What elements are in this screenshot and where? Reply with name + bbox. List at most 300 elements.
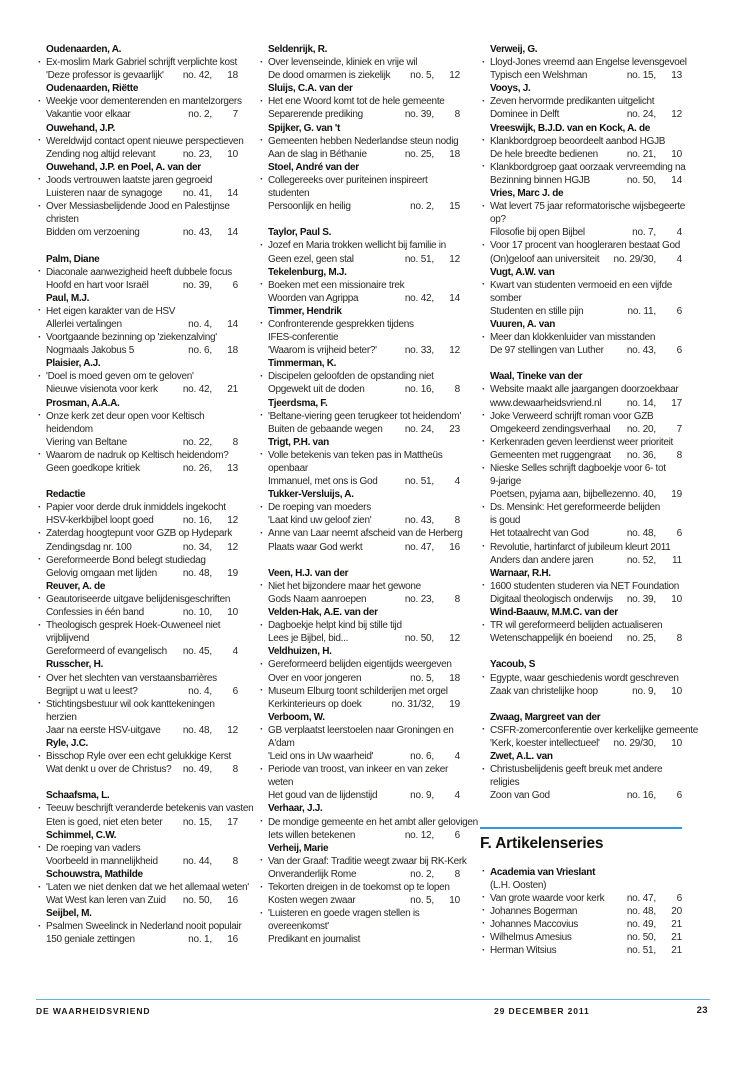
- entry-text: 150 geniale zettingen: [46, 934, 135, 946]
- page-reference: 19: [671, 489, 682, 501]
- issue-page-ref: [627, 555, 682, 568]
- page-reference: 8: [232, 855, 238, 867]
- author-name: Seijbel, M.: [46, 908, 92, 920]
- author-header: [36, 908, 238, 921]
- page-reference: 7: [232, 109, 238, 121]
- entry-text: Zeven hervormde predikanten uitgelicht: [490, 96, 655, 108]
- entry-text: Hoofd en hart voor Israël: [46, 279, 149, 291]
- entry-line: [480, 280, 682, 293]
- entry-line: [36, 607, 238, 620]
- author-name: Spijker, G. van 't: [268, 122, 341, 134]
- author-header: [36, 254, 238, 267]
- entry-text: op?: [490, 214, 506, 226]
- page-reference: 10: [671, 148, 682, 160]
- bullet-icon: ·: [38, 593, 42, 605]
- entry-text: De mondige gemeente en het ambt aller gelovigen: [268, 816, 478, 828]
- issue-page-ref: [392, 699, 460, 712]
- issue-page-ref: [188, 319, 238, 332]
- index-column-2: [258, 44, 478, 958]
- author-name: Prosman, A.A.A.: [46, 397, 120, 409]
- entry-text: www.dewaarheidsvriend.nl: [490, 397, 602, 409]
- entry-line: [36, 920, 242, 934]
- entry-text: Dominee in Delft: [490, 109, 560, 121]
- issue-page-ref: [405, 830, 460, 843]
- bullet-icon: ·: [38, 370, 42, 382]
- entry-text: 'Deze professor is gevaarlijk': [46, 70, 164, 82]
- entry-line: [480, 345, 682, 358]
- bullet-icon: ·: [482, 200, 486, 212]
- entry-text: Gods Naam aanroepen: [268, 593, 367, 605]
- entry-line: [36, 109, 238, 122]
- issue-page-ref: [183, 149, 238, 162]
- bullet-icon: ·: [482, 619, 486, 631]
- entry-line: [480, 620, 682, 633]
- bullet-icon: ·: [38, 449, 42, 461]
- entry-text: Iets willen betekenen: [268, 829, 356, 841]
- bullet-icon: ·: [38, 881, 42, 893]
- author-header: [480, 712, 682, 725]
- entry-text: 9-jarige: [490, 476, 521, 488]
- bullet-icon: ·: [38, 842, 42, 854]
- author-name: Sluijs, C.A. van der: [268, 83, 353, 95]
- entry-line: [36, 201, 238, 214]
- entry-line: [36, 725, 238, 738]
- entry-line: [36, 227, 238, 240]
- entry-line: [36, 802, 254, 816]
- entry-text: 'Kerk, koester intellectueel': [490, 737, 600, 749]
- entry-text: IFES-conferentie: [268, 332, 339, 344]
- entry-text: (On)geloof aan universiteit: [490, 253, 600, 265]
- entry-line: [258, 332, 460, 345]
- entry-line: [36, 411, 238, 424]
- entry-text: 1600 studenten studeren via NET Foundation: [490, 580, 680, 592]
- issue-page-ref: [183, 280, 238, 293]
- issue-number: no. 4,: [188, 318, 212, 330]
- index-column-1: [36, 44, 254, 958]
- issue-number: no. 20,: [626, 423, 656, 435]
- entry-line: [480, 398, 682, 411]
- bullet-icon: ·: [260, 724, 264, 736]
- page-reference: 10: [671, 737, 682, 749]
- bullet-icon: ·: [260, 619, 264, 631]
- entry-line: [36, 280, 238, 293]
- bullet-icon: ·: [260, 855, 264, 867]
- entry-line: [258, 371, 460, 384]
- section-divider-rule: [480, 827, 682, 829]
- issue-page-ref: [405, 254, 460, 267]
- page-reference: 10: [671, 593, 682, 605]
- author-name: Ryle, J.C.: [46, 737, 89, 749]
- entry-text: 'Waarom is vrijheid beter?': [268, 345, 377, 357]
- entry-line: [36, 332, 238, 345]
- page-reference: 4: [454, 751, 460, 763]
- author-header: [36, 162, 238, 175]
- entry-line: [36, 515, 238, 528]
- page-reference: 14: [671, 174, 682, 186]
- page-reference: 8: [454, 515, 460, 527]
- issue-page-ref: [188, 934, 238, 947]
- entry-line: [258, 411, 460, 424]
- entry-line: [36, 528, 238, 541]
- issue-page-ref: [183, 817, 238, 830]
- page-reference: 10: [671, 685, 682, 697]
- issue-number: no. 21,: [626, 148, 656, 160]
- entry-line: [480, 790, 682, 803]
- issue-number: no. 2,: [410, 201, 434, 213]
- issue-page-ref: [405, 542, 460, 555]
- group-gap: [36, 777, 238, 790]
- bullet-icon: ·: [260, 685, 264, 697]
- page-reference: 6: [676, 892, 682, 904]
- entry-line: [258, 790, 460, 803]
- issue-page-ref: [627, 175, 682, 188]
- entry-line: [36, 502, 238, 515]
- entry-line: [36, 673, 238, 686]
- issue-page-ref: [405, 384, 460, 397]
- issue-page-ref: [183, 542, 238, 555]
- issue-number: no. 39,: [182, 279, 212, 291]
- entry-text: 'Luisteren en goede vragen stellen is: [268, 908, 420, 920]
- page-reference: 16: [227, 934, 238, 946]
- issue-number: no. 40,: [626, 489, 656, 501]
- page-reference: 19: [227, 567, 238, 579]
- entry-line: [258, 594, 460, 607]
- page-reference: 12: [449, 633, 460, 645]
- author-header: [36, 790, 238, 803]
- issue-page-ref: [632, 686, 682, 699]
- bullet-icon: ·: [38, 619, 42, 631]
- entry-text: Zaterdag hoogtepunt voor GZB op Hydepark: [46, 528, 232, 540]
- entry-text: Filosofie bij open Bijbel: [490, 227, 585, 239]
- entry-text: Wat levert 75 jaar reformatorische wijsbegeerte: [490, 201, 686, 213]
- entry-text: Ds. Mensink: Het gereformeerde belijden: [490, 502, 661, 514]
- entry-text: Egypte, waar geschiedenis wordt geschreven: [490, 672, 679, 684]
- entry-text: Johannes Bogerman: [490, 905, 578, 917]
- entry-text: Wereldwijd contact opent nieuwe perspectieven: [46, 135, 244, 147]
- issue-page-ref: [405, 633, 460, 646]
- bullet-icon: ·: [38, 174, 42, 186]
- entry-line: [480, 149, 682, 162]
- entry-text: Zending nog altijd relevant: [46, 148, 156, 160]
- author-name: Oudenaarden, Riëtte: [46, 83, 139, 95]
- issue-page-ref: [405, 345, 460, 358]
- author-header: [36, 358, 238, 371]
- page-reference: 8: [454, 384, 460, 396]
- entry-line: [258, 633, 460, 646]
- entry-line: [258, 149, 460, 162]
- bullet-icon: ·: [38, 56, 42, 68]
- entry-line: [258, 96, 460, 109]
- issue-page-ref: [183, 646, 238, 659]
- issue-page-ref: [627, 790, 682, 803]
- entry-line: [480, 56, 687, 70]
- entry-line: [480, 437, 682, 450]
- entry-line: [480, 919, 682, 932]
- issue-page-ref: [627, 893, 682, 906]
- issue-number: no. 47,: [404, 541, 434, 553]
- entry-line: [36, 319, 238, 332]
- entry-line: [258, 502, 460, 515]
- page-reference: 6: [676, 790, 682, 802]
- bullet-icon: ·: [38, 200, 42, 212]
- entry-text: Confronterende gesprekken tijdens: [268, 318, 414, 330]
- entry-text: Over het slechten van verstaansbarrières: [46, 672, 217, 684]
- entry-line: [36, 424, 238, 437]
- page-reference: 6: [676, 345, 682, 357]
- entry-line: [480, 384, 682, 397]
- entry-line: [480, 724, 698, 738]
- entry-text: Anne van Laar neemt afscheid van de Herberg: [268, 528, 463, 540]
- issue-page-ref: [410, 751, 460, 764]
- entry-line: [258, 816, 478, 830]
- page-reference: 14: [449, 292, 460, 304]
- issue-number: no. 43,: [626, 345, 656, 357]
- entry-text: Voorbeeld in mannelijkheid: [46, 855, 158, 867]
- entry-line: [480, 686, 682, 699]
- entry-text: Zaak van christelijke hoop: [490, 685, 598, 697]
- issue-page-ref: [183, 463, 238, 476]
- entry-line: [480, 777, 682, 790]
- page-reference: 8: [454, 868, 460, 880]
- issue-page-ref: [627, 109, 682, 122]
- issue-page-ref: [410, 201, 460, 214]
- entry-line: [480, 96, 682, 109]
- author-name: Paul, M.J.: [46, 292, 90, 304]
- entry-line: [36, 633, 238, 646]
- entry-text: Museum Elburg toont schilderijen met orgel: [268, 685, 448, 697]
- bullet-icon: ·: [38, 410, 42, 422]
- entry-line: [36, 934, 238, 947]
- entry-line: [258, 725, 460, 738]
- author-header: [258, 398, 460, 411]
- bullet-icon: ·: [482, 892, 486, 904]
- issue-number: no. 16,: [626, 790, 656, 802]
- page-reference: 8: [676, 633, 682, 645]
- author-header: [480, 83, 682, 96]
- page-reference: 12: [671, 109, 682, 121]
- entry-text: Waarom de nadruk op Keltisch heidendom?: [46, 449, 229, 461]
- entry-line: [258, 921, 460, 934]
- issue-number: no. 43,: [404, 515, 434, 527]
- page-reference: 17: [227, 816, 238, 828]
- author-header: [480, 751, 682, 764]
- issue-page-ref: [405, 476, 460, 489]
- entry-line: [258, 777, 460, 790]
- author-header: [36, 581, 238, 594]
- author-name: Verhaar, J.J.: [268, 803, 323, 815]
- entry-text: Bidden om verzoening: [46, 227, 140, 239]
- issue-page-ref: [614, 738, 682, 751]
- entry-text: Psalmen Sweelinck in Nederland nooit populair: [46, 921, 242, 933]
- entry-text: Theologisch gesprek Hoek-Ouweneel niet: [46, 620, 221, 632]
- entry-line: [36, 712, 238, 725]
- entry-text: Begrijpt u wat u leest?: [46, 685, 138, 697]
- issue-number: no. 49,: [626, 918, 656, 930]
- issue-number: no. 51,: [626, 945, 656, 957]
- author-header: [480, 867, 682, 880]
- issue-page-ref: [183, 70, 238, 83]
- bullet-icon: ·: [260, 501, 264, 513]
- entry-line: [36, 686, 238, 699]
- author-name: Waal, Tineke van der: [490, 371, 583, 383]
- page-reference: 4: [232, 646, 238, 658]
- page-reference: 13: [671, 70, 682, 82]
- entry-line: [258, 908, 460, 921]
- issue-number: no. 9,: [410, 790, 434, 802]
- issue-page-ref: [183, 188, 238, 201]
- bullet-icon: ·: [260, 318, 264, 330]
- entry-text: Dagboekje helpt kind bij stille tijd: [268, 620, 402, 632]
- entry-line: [258, 751, 460, 764]
- page-reference: 23: [449, 423, 460, 435]
- issue-page-ref: [183, 607, 238, 620]
- issue-page-ref: [183, 764, 238, 777]
- entry-line: [258, 240, 460, 253]
- bullet-icon: ·: [260, 580, 264, 592]
- journal-name: DE WAARHEIDSVRIEND: [36, 1006, 151, 1016]
- bullet-icon: ·: [482, 580, 486, 592]
- author-header: [258, 83, 460, 96]
- page-reference: 13: [227, 463, 238, 474]
- entry-line: [258, 450, 460, 463]
- issue-page-ref: [627, 450, 682, 463]
- entry-text: Nieske Selles schrijft dagboekje voor 6- tot: [490, 463, 666, 474]
- entry-line: [480, 450, 682, 463]
- author-header: [36, 293, 238, 306]
- group-gap: [258, 555, 460, 568]
- entry-line: [258, 384, 460, 397]
- entry-text: Geen goedkope kritiek: [46, 463, 140, 474]
- entry-line: [36, 95, 242, 109]
- author-header: [258, 358, 460, 371]
- entry-text: Voor 17 procent van hoogleraren bestaat God: [490, 240, 681, 252]
- issue-number: no. 24,: [404, 423, 434, 435]
- group-gap: [36, 240, 238, 253]
- entry-line: [480, 332, 682, 345]
- author-name: Wind-Baauw, M.M.C. van der: [490, 607, 618, 619]
- issue-number: no. 11,: [627, 305, 656, 317]
- issue-page-ref: [410, 869, 460, 882]
- author-name: Zwet, A.L. van: [490, 751, 553, 763]
- entry-text: Revolutie, hartinfarct of jubileum kleurt 2011: [490, 541, 671, 553]
- issue-page-ref: [627, 594, 682, 607]
- issue-number: no. 26,: [182, 463, 212, 474]
- bullet-icon: ·: [260, 174, 264, 186]
- entry-text: Zoon van God: [490, 790, 550, 802]
- issue-number: no. 48,: [182, 724, 212, 736]
- entry-text: Stichtingsbestuur wil ook kanttekeningen: [46, 698, 215, 710]
- issue-number: no. 33,: [404, 345, 434, 357]
- entry-text: Wetenschappelijk én boeiend: [490, 633, 613, 645]
- bullet-icon: ·: [260, 239, 264, 251]
- entry-line: [480, 254, 682, 267]
- issue-number: no. 42,: [404, 292, 434, 304]
- entry-line: [258, 188, 460, 201]
- author-header: [36, 659, 238, 672]
- page-reference: 6: [676, 305, 682, 317]
- author-name: Academia van Vrieslant: [490, 866, 596, 878]
- entry-text: Lees je Bijbel, bid...: [268, 633, 349, 645]
- entry-line: [36, 188, 238, 201]
- entry-line: [480, 463, 682, 476]
- entry-text: De dood omarmen is ziekelijk: [268, 70, 391, 82]
- bullet-icon: ·: [38, 305, 42, 317]
- page-reference: 14: [227, 318, 238, 330]
- bullet-icon: ·: [260, 95, 264, 107]
- issue-page-ref: [183, 725, 238, 738]
- issue-number: no. 48,: [626, 528, 656, 540]
- group-gap: [258, 214, 460, 227]
- bullet-icon: ·: [482, 763, 486, 775]
- issue-page-ref: [405, 293, 460, 306]
- issue-number: no. 4,: [188, 685, 212, 697]
- author-header: [258, 437, 460, 450]
- entry-line: [258, 345, 460, 358]
- entry-text: Eten is goed, niet eten beter: [46, 816, 163, 828]
- entry-text: TR wil gereformeerd belijden actualiseren: [490, 620, 663, 632]
- bullet-icon: ·: [482, 724, 486, 736]
- bullet-icon: ·: [482, 56, 486, 68]
- entry-line: [36, 843, 238, 856]
- issue-page-ref: [628, 306, 682, 319]
- entry-line: [480, 136, 682, 149]
- entry-line: [480, 633, 682, 646]
- issue-page-ref: [627, 945, 682, 958]
- author-name: Palm, Diane: [46, 253, 100, 265]
- issue-number: no. 47,: [626, 892, 656, 904]
- bullet-icon: ·: [260, 135, 264, 147]
- bullet-icon: ·: [38, 802, 42, 814]
- issue-number: no. 50,: [626, 932, 656, 943]
- bullet-icon: ·: [38, 750, 42, 762]
- entry-line: [36, 764, 238, 777]
- entry-text: 'Doel is moed geven om te geloven': [46, 371, 194, 383]
- issue-number: no. 1,: [188, 934, 212, 946]
- issue-number: no. 31/32,: [391, 698, 434, 710]
- page-reference: 8: [676, 449, 682, 461]
- issue-number: no. 22,: [182, 436, 212, 448]
- issue-number: no. 39,: [404, 109, 434, 121]
- entry-text: Viering van Beltane: [46, 436, 127, 448]
- entry-line: [36, 542, 238, 555]
- entry-text: Van der Graaf: Traditie weegt zwaar bij RK-Kerk: [268, 855, 467, 867]
- issue-number: no. 23,: [404, 593, 434, 605]
- entry-line: [36, 594, 238, 607]
- entry-text: De roeping van vaders: [46, 842, 141, 854]
- page-reference: 21: [671, 945, 682, 957]
- page-reference: 12: [449, 345, 460, 357]
- entry-text: Jozef en Maria trokken wellicht bij familie in: [268, 240, 446, 252]
- entry-text: CSFR-zomerconferentie over kerkelijke gemeente: [490, 724, 698, 736]
- bullet-icon: ·: [260, 763, 264, 775]
- author-name: Veen, H.J. van der: [268, 567, 349, 579]
- page-reference: 10: [227, 607, 238, 619]
- page-reference: 12: [227, 515, 238, 527]
- entry-line: [258, 424, 460, 437]
- entry-line: [36, 267, 238, 280]
- entry-text: Gemeenten met ruggengraat: [490, 449, 611, 461]
- bullet-icon: ·: [482, 501, 486, 513]
- bullet-icon: ·: [482, 905, 486, 917]
- entry-text: (L.H. Oosten): [490, 879, 547, 891]
- entry-text: Diaconale aanwezigheid heeft dubbele focus: [46, 266, 232, 278]
- entry-text: 'Leid ons in Uw waarheid': [268, 751, 374, 763]
- issue-number: no. 15,: [182, 816, 212, 828]
- issue-number: no. 7,: [632, 227, 656, 239]
- author-name: Verweij, G.: [490, 44, 538, 55]
- entry-line: [480, 306, 682, 319]
- entry-text: Persoonlijk en heilig: [268, 201, 351, 213]
